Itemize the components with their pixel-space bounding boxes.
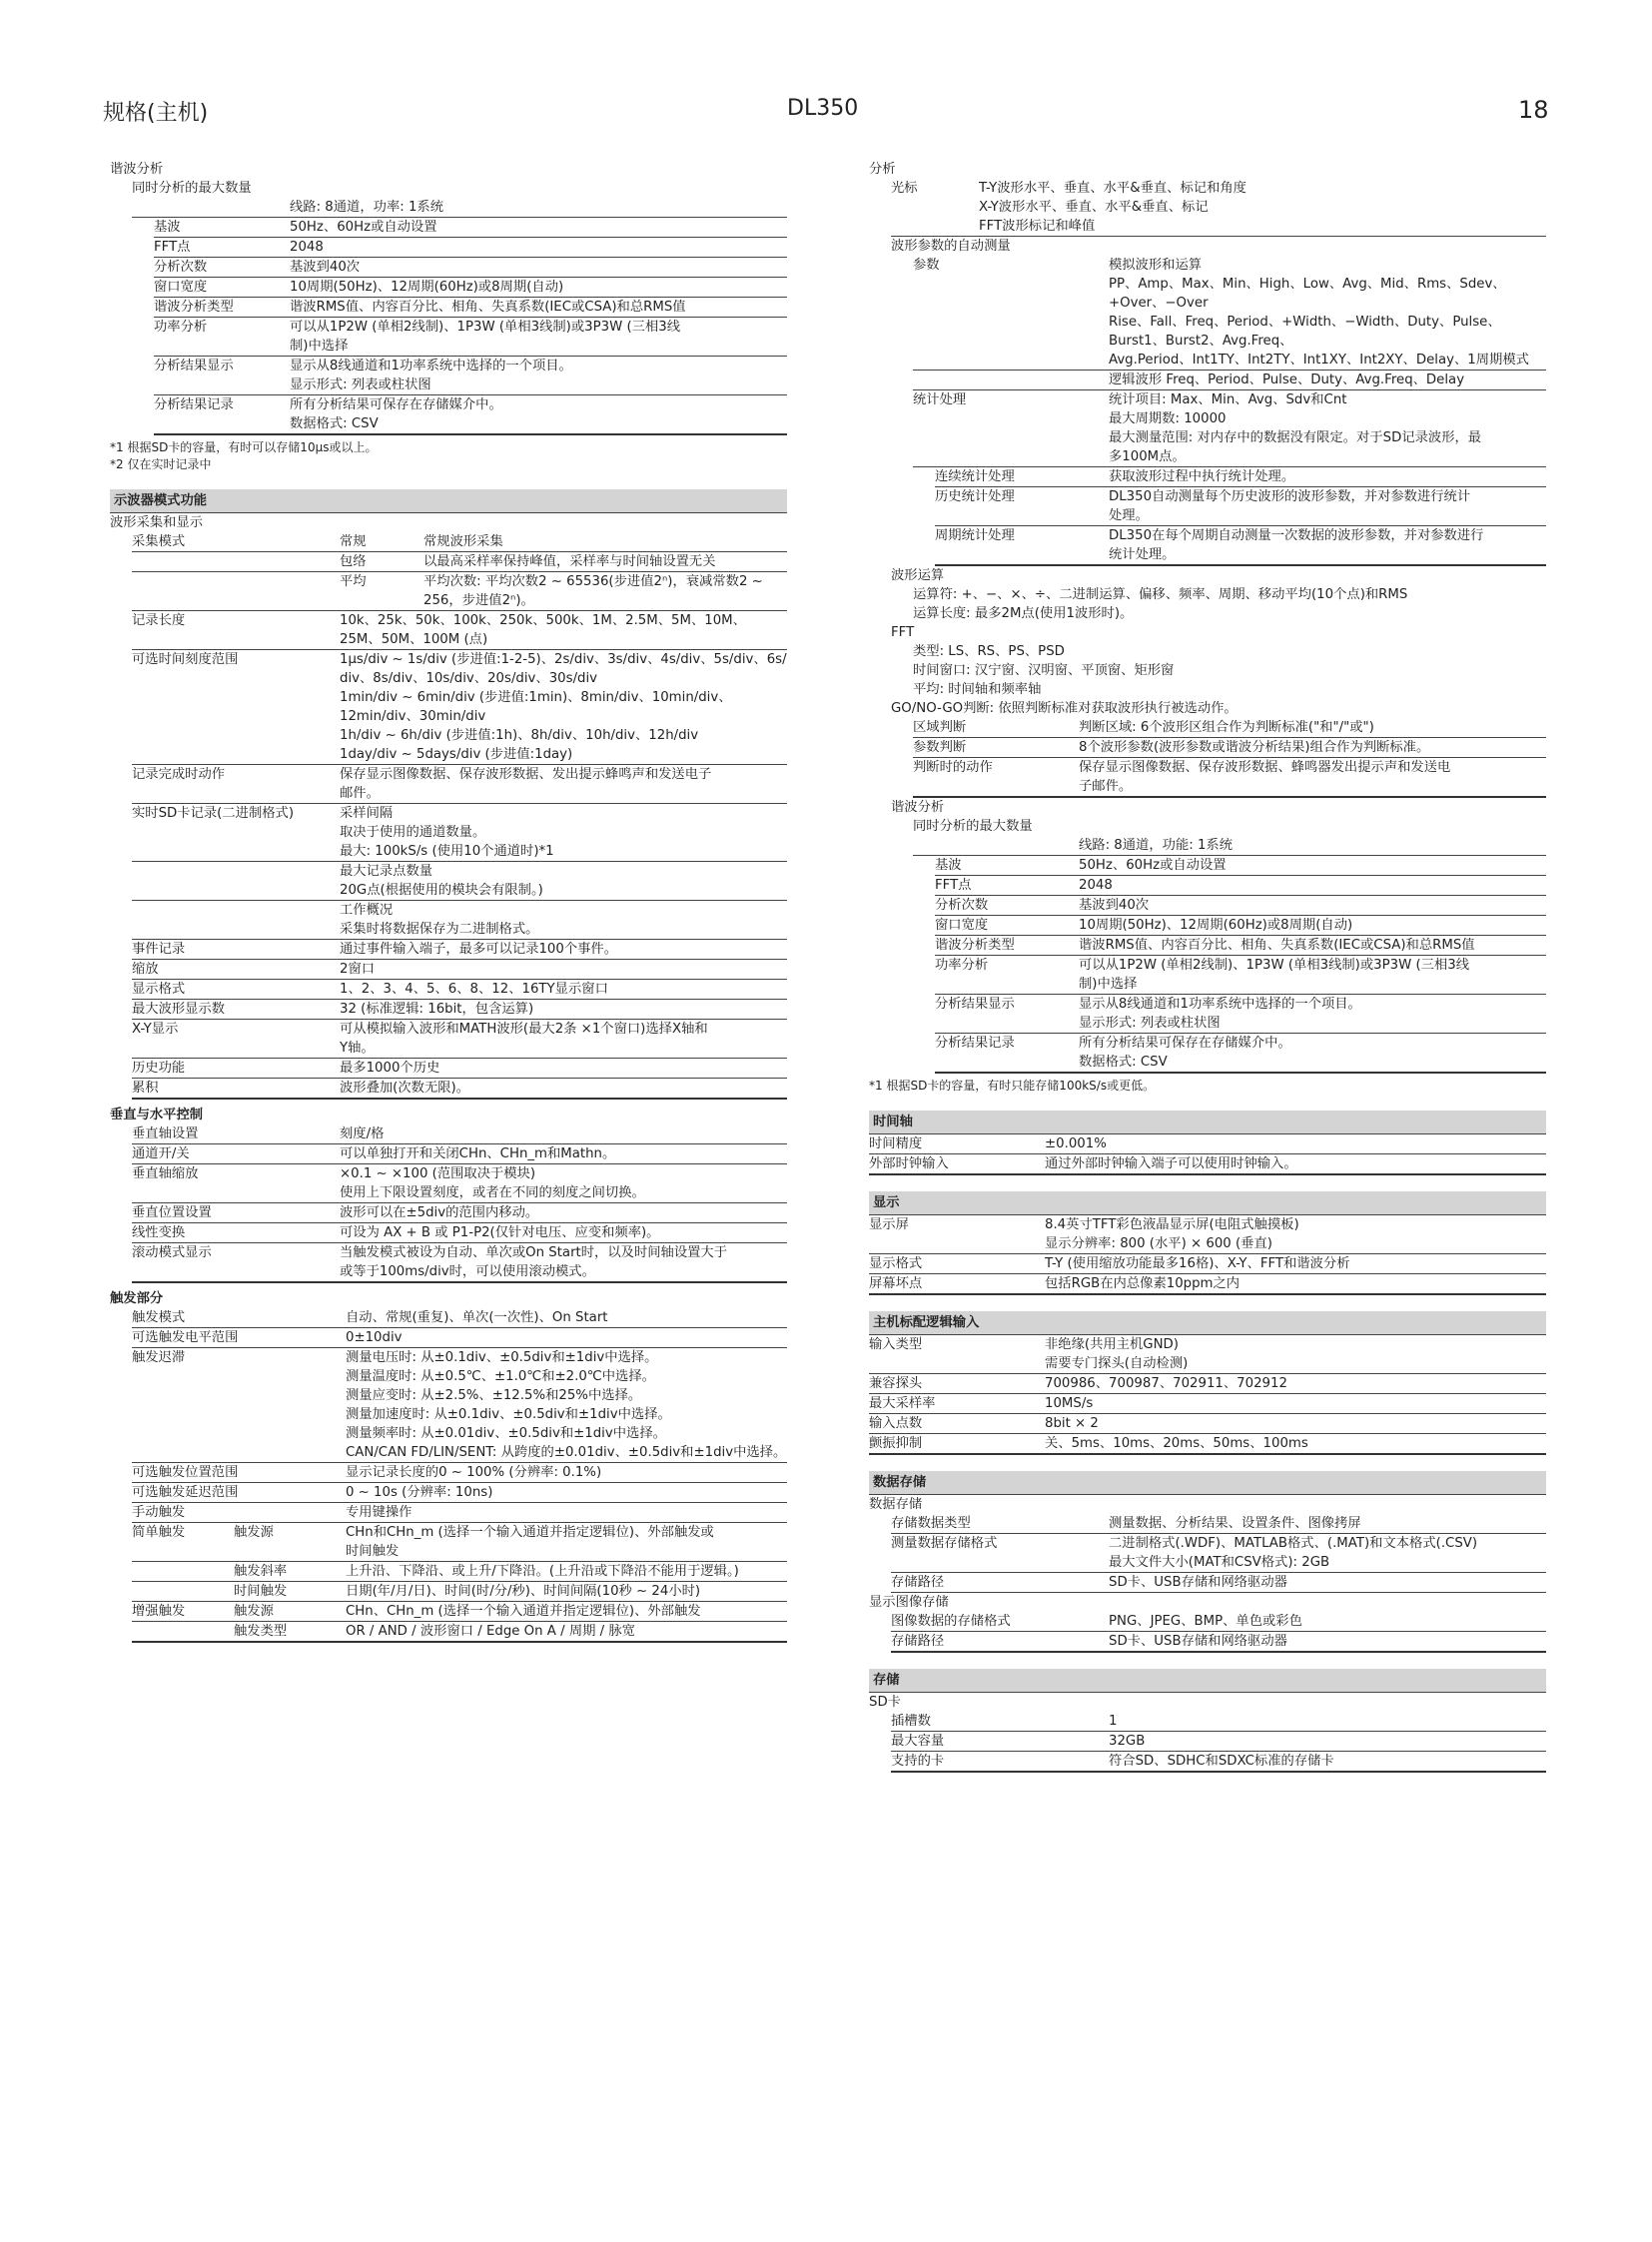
- spec-value: 10MS/s: [1045, 1396, 1094, 1411]
- spec-label: 测量数据存储格式: [891, 1536, 998, 1551]
- section-subheading: 分析: [869, 162, 896, 177]
- spec-value: 基波到40次: [1079, 898, 1150, 913]
- spec-row: [891, 1632, 1546, 1653]
- spec-row: [891, 1573, 1546, 1593]
- spec-value: 基波到40次: [290, 260, 361, 275]
- spec-row: [132, 1223, 787, 1243]
- spec-label: 线性变换: [132, 1225, 186, 1240]
- spec-label: 图像数据的存储格式: [891, 1614, 1011, 1629]
- spec-row: [132, 1503, 787, 1523]
- spec-value: 可以从1P2W (单相2线制)、1P3W (单相3线制)或3P3W (三相3线 制)中选择: [290, 320, 681, 354]
- spec-row: [132, 1020, 787, 1059]
- section-subheading: 波形参数的自动测量: [891, 239, 1011, 254]
- spec-row: [132, 1562, 787, 1582]
- spec-row: [132, 1483, 787, 1503]
- spec-value: 自动、常规(重复)、单次(一次性)、On Start: [346, 1310, 608, 1325]
- section-heading: 主机标配逻辑输入: [869, 1311, 1546, 1335]
- spec-row: [132, 901, 787, 940]
- spec-value: 上升沿、下降沿、或上升/下降沿。(上升沿或下降沿不能用于逻辑。): [346, 1564, 739, 1579]
- spec-value: 2窗口: [340, 962, 376, 977]
- spec-row: [132, 804, 787, 862]
- spec-label: 存储路径: [891, 1575, 945, 1590]
- spec-label: 周期统计处理: [935, 528, 1015, 543]
- section-heading: 显示: [869, 1191, 1546, 1215]
- section-subheading: 波形运算: [891, 568, 945, 583]
- spec-label: 最大波形显示数: [132, 1002, 226, 1017]
- spec-value: 线路: 8通道，功能: 1系统: [1079, 838, 1234, 853]
- spec-value: OR / AND / 波形窗口 / Edge On A / 周期 / 脉宽: [346, 1624, 635, 1639]
- spec-row: [132, 572, 787, 611]
- spec-value: ×0.1 ~ ×100 (范围取决于模块) 使用上下限设置刻度，或者在不同的刻度之间切换。: [340, 1166, 645, 1200]
- spec-value: 50Hz、60Hz或自动设置: [1079, 858, 1227, 873]
- spec-row: [869, 1274, 1546, 1295]
- spec-row: [154, 258, 787, 278]
- spec-row: [132, 1000, 787, 1020]
- spec-row: [132, 1124, 787, 1144]
- spec-value: SD卡、USB存储和网络驱动器: [1109, 1575, 1287, 1590]
- spec-label: 外部时钟输入: [869, 1156, 949, 1171]
- spec-label: FFT点: [154, 240, 191, 255]
- spec-row: [132, 1463, 787, 1483]
- spec-value: 8.4英寸TFT彩色液晶显示屏(电阻式触摸板) 显示分辨率: 800 (水平) × 600 (垂直): [1045, 1217, 1299, 1251]
- spec-row: [132, 960, 787, 980]
- section-subheading: 显示图像存储: [869, 1595, 949, 1610]
- section-subheading: 类型: LS、RS、PS、PSD 时间窗口: 汉宁窗、汉明窗、平顶窗、矩形窗 平均: 时间轴和频率轴: [913, 644, 1175, 697]
- spec-label: 触发模式: [132, 1310, 186, 1325]
- spec-sublabel: 常规: [340, 534, 367, 549]
- spec-value: 逻辑波形 Freq、Period、Pulse、Duty、Avg.Freq、Delay: [1109, 373, 1465, 387]
- spec-label: 触发迟滞: [132, 1350, 186, 1365]
- spec-row: [132, 1328, 787, 1348]
- spec-row: [132, 1164, 787, 1203]
- spec-row: [154, 395, 787, 435]
- spec-label: 可选触发延迟范围: [132, 1485, 239, 1500]
- spec-label: 手动触发: [132, 1505, 186, 1520]
- spec-value: 32GB: [1109, 1734, 1146, 1749]
- spec-label: 功率分析: [154, 320, 208, 335]
- spec-row: [869, 1414, 1546, 1434]
- spec-label: 简单触发: [132, 1525, 186, 1540]
- spec-label: 最大容量: [891, 1734, 945, 1749]
- spec-label: 可选触发位置范围: [132, 1465, 239, 1480]
- spec-row: [869, 1434, 1546, 1455]
- spec-value: 显示从8线通道和1功率系统中选择的一个项目。 显示形式: 列表或柱状图: [1079, 997, 1361, 1031]
- spec-value: 50Hz、60Hz或自动设置: [290, 220, 437, 235]
- spec-label: 滚动模式显示: [132, 1245, 212, 1260]
- spec-row: [913, 758, 1546, 798]
- spec-value: 波形可以在±5div的范围内移动。: [340, 1205, 539, 1220]
- spec-row: [935, 956, 1546, 995]
- spec-sublabel: 触发斜率: [234, 1564, 288, 1579]
- spec-row: [935, 856, 1546, 876]
- spec-row: [935, 1034, 1546, 1074]
- section-subheading: FFT: [891, 625, 915, 640]
- spec-sublabel: 平均: [340, 574, 367, 589]
- spec-row: [913, 738, 1546, 758]
- section-subheading: GO/NO-GO判断: 依照判断标准对获取波形执行被选动作。: [891, 701, 1238, 716]
- spec-label: 连续统计处理: [935, 469, 1015, 484]
- spec-row: [891, 1612, 1546, 1632]
- spec-value: 通过事件输入端子，最多可以记录100个事件。: [340, 942, 618, 957]
- spec-label: 事件记录: [132, 942, 186, 957]
- spec-row: [132, 1203, 787, 1223]
- spec-label: 可选时间刻度范围: [132, 652, 239, 667]
- spec-row: [132, 940, 787, 960]
- spec-label: 显示格式: [869, 1256, 923, 1271]
- spec-value: 保存显示图像数据、保存波形数据、蜂鸣器发出提示声和发送电 子邮件。: [1079, 760, 1451, 794]
- spec-column-right: [869, 160, 1546, 1773]
- spec-row: [869, 1154, 1546, 1175]
- spec-value: 0 ~ 10s (分辨率: 10ns): [346, 1485, 493, 1500]
- spec-label: 功率分析: [935, 958, 989, 973]
- spec-value: 工作概况 采集时将数据保存为二进制格式。: [340, 903, 539, 937]
- spec-label: 分析结果显示: [935, 997, 1015, 1012]
- spec-label: 缩放: [132, 962, 159, 977]
- section-subheading: 谐波分析: [891, 800, 945, 815]
- spec-column-left: [110, 160, 787, 1643]
- section-subheading: SD卡: [869, 1695, 901, 1710]
- spec-label: 窗口宽度: [154, 280, 208, 295]
- spec-label: 分析次数: [935, 898, 989, 913]
- spec-value: 最大记录点数量 20G点(根据使用的模块会有限制。): [340, 864, 543, 898]
- spec-sublabel: 触发源: [234, 1525, 274, 1540]
- spec-label: 参数: [913, 258, 940, 273]
- spec-label: 判断时的动作: [913, 760, 993, 775]
- spec-label: 屏幕坏点: [869, 1276, 923, 1291]
- spec-value: 最多1000个历史: [340, 1061, 440, 1076]
- spec-value: CHn和CHn_m (选择一个输入通道并指定逻辑位)、外部触发或 时间触发: [346, 1525, 714, 1559]
- spec-value: SD卡、USB存储和网络驱动器: [1109, 1634, 1287, 1649]
- spec-value: 常规波形采集: [423, 534, 503, 549]
- product-model: DL350: [787, 96, 859, 121]
- spec-row: [891, 1712, 1546, 1732]
- spec-value: 波形叠加(次数无限)。: [340, 1081, 470, 1096]
- spec-value: 平均次数: 平均次数2 ~ 65536(步进值2ⁿ)，衰减常数2 ~ 256，步进值2ⁿ)。: [423, 574, 763, 608]
- spec-value: 包括RGB在内总像素10ppm之内: [1045, 1276, 1240, 1291]
- spec-row: [935, 995, 1546, 1034]
- section-heading: 示波器模式功能: [110, 489, 787, 513]
- spec-label: 显示屏: [869, 1217, 909, 1232]
- spec-row: [154, 278, 787, 298]
- spec-label: 记录完成时动作: [132, 767, 226, 782]
- spec-row: [132, 552, 787, 572]
- spec-value: 10k、25k、50k、100k、250k、500k、1M、2.5M、5M、10M、 25M、50M、100M (点): [340, 613, 746, 647]
- spec-row: [132, 862, 787, 901]
- spec-value: 统计项目: Max、Min、Avg、Sdv和Cnt 最大周期数: 10000 最大测量范围: 对内存中的数据没有限定。对于SD记录波形，最 多100M点。: [1109, 392, 1482, 464]
- spec-label: 基波: [935, 858, 962, 873]
- section-subheading: 垂直与水平控制: [110, 1108, 204, 1122]
- section-subheading: 运算符: +、−、×、÷、二进制运算、偏移、频率、周期、移动平均(10个点)和RMS 运算长度: 最多2M点(使用1波形时)。: [913, 587, 1408, 621]
- spec-label: 最大采样率: [869, 1396, 936, 1411]
- spec-row: [935, 876, 1546, 896]
- spec-label: 垂直轴缩放: [132, 1166, 199, 1181]
- spec-row: [132, 1243, 787, 1283]
- spec-row: [132, 1059, 787, 1079]
- spec-value: 测量电压时: 从±0.1div、±0.5div和±1div中选择。 测量温度时: 从±0.5℃、±1.0℃和±2.0℃中选择。 测量应变时: 从±2.5%、±12.5%和25%中选择。 测量加速度时: 从±0.1div、±0.5div和±1div中选择。 测量频率时: 从±0.01div、±0.5div和±1div中选择。 CAN/CAN FD/LIN/SENT: 从跨度的±0.01div、±0.5div和±1div中选择。: [346, 1350, 787, 1460]
- spec-row: [132, 611, 787, 650]
- spec-row: [132, 1308, 787, 1328]
- spec-value: 0±10div: [346, 1330, 403, 1345]
- section-heading: 数据存储: [869, 1471, 1546, 1495]
- spec-value: 二进制格式(.WDF)、MATLAB格式、(.MAT)和文本格式(.CSV) 最大文件大小(MAT和CSV格式): 2GB: [1109, 1536, 1478, 1570]
- spec-value: 2048: [290, 240, 324, 255]
- spec-label: 兼容探头: [869, 1376, 923, 1391]
- spec-row: [132, 1348, 787, 1463]
- spec-label: X-Y显示: [132, 1022, 179, 1037]
- spec-row: [935, 916, 1546, 936]
- spec-value: 符合SD、SDHC和SDXC标准的存储卡: [1109, 1754, 1334, 1769]
- spec-value: DL350自动测量每个历史波形的波形参数，并对参数进行统计 处理。: [1109, 489, 1471, 523]
- spec-row: [132, 532, 787, 552]
- spec-row: [869, 1254, 1546, 1274]
- spec-row: [913, 836, 1546, 856]
- section-subheading: 同时分析的最大数量: [913, 819, 1033, 834]
- spec-value: 刻度/格: [340, 1126, 385, 1141]
- spec-label: 记录长度: [132, 613, 186, 628]
- spec-row: [132, 1622, 787, 1643]
- spec-row: [869, 1374, 1546, 1394]
- spec-sublabel: 包络: [340, 554, 367, 569]
- spec-sublabel: 时间触发: [234, 1584, 288, 1599]
- spec-value: T-Y (使用缩放功能最多16格)、X-Y、FFT和谐波分析: [1045, 1256, 1350, 1271]
- spec-label: 基波: [154, 220, 181, 235]
- spec-label: 插槽数: [891, 1714, 931, 1729]
- spec-row: [913, 256, 1546, 371]
- spec-value: 线路: 8通道，功率: 1系统: [290, 200, 444, 215]
- spec-row: [132, 980, 787, 1000]
- spec-value: 10周期(50Hz)、12周期(60Hz)或8周期(自动): [1079, 918, 1353, 933]
- spec-sublabel: 触发源: [234, 1604, 274, 1619]
- spec-label: 通道开/关: [132, 1146, 190, 1161]
- spec-label: 可选触发电平范围: [132, 1330, 239, 1345]
- spec-value: 判断区域: 6个波形区组合作为判断标准("和"/"或"): [1079, 720, 1374, 735]
- spec-label: 实时SD卡记录(二进制格式): [132, 806, 295, 821]
- spec-label: 采集模式: [132, 534, 186, 549]
- spec-row: [891, 1534, 1546, 1573]
- spec-label: 谐波分析类型: [935, 938, 1015, 953]
- spec-value: 1、2、3、4、5、6、8、12、16TY显示窗口: [340, 982, 608, 997]
- spec-row: [154, 238, 787, 258]
- spec-value: 1: [1109, 1714, 1118, 1729]
- spec-value: 日期(年/月/日)、时间(时/分/秒)、时间间隔(10秒 ~ 24小时): [346, 1584, 701, 1599]
- spec-row: [132, 198, 787, 218]
- spec-value: 当触发模式被设为自动、单次或On Start时，以及时间轴设置大于 或等于100ms/div时，可以使用滚动模式。: [340, 1245, 728, 1279]
- spec-row: [913, 371, 1546, 390]
- section-subheading: 触发部分: [110, 1291, 164, 1306]
- spec-label: 时间精度: [869, 1136, 923, 1151]
- spec-value: 所有分析结果可保存在存储媒介中。 数据格式: CSV: [1079, 1036, 1291, 1070]
- spec-row: [154, 298, 787, 318]
- spec-row: [935, 526, 1546, 566]
- section-subheading: 同时分析的最大数量: [132, 181, 252, 196]
- spec-value: 以最高采样率保持峰值，采样率与时间轴设置无关: [423, 554, 716, 569]
- spec-label: 输入类型: [869, 1337, 923, 1352]
- spec-label: 分析结果显示: [154, 359, 234, 374]
- spec-value: T-Y波形水平、垂直、水平&垂直、标记和角度 X-Y波形水平、垂直、水平&垂直、标记 FFT波形标记和峰值: [979, 181, 1246, 234]
- spec-value: 可以单独打开和关闭CHn、CHn_m和Mathn。: [340, 1146, 616, 1161]
- footnote: *1 根据SD卡的容量，有时只能存储100kS/s或更低。: [869, 1079, 1156, 1093]
- section-subheading: 谐波分析: [110, 162, 164, 177]
- spec-label: 谐波分析类型: [154, 300, 234, 315]
- spec-row: [869, 1335, 1546, 1374]
- spec-value: ±0.001%: [1045, 1136, 1107, 1151]
- spec-label: 垂直位置设置: [132, 1205, 212, 1220]
- page-number: 18: [1518, 96, 1549, 124]
- spec-value: 1μs/div ~ 1s/div (步进值:1-2-5)、2s/div、3s/div、4s/div、5s/div、6s/ div、8s/div、10s/div、20s/div、30s/div 1min/div ~ 6min/div (步进值:1min)、8min/div、10min/div、 12min/div、30min/div 1h/div ~ 6h/div (步进值:1h)、8h/div、10h/div、12h/div 1day/div ~ 5days/div (步进值:1day): [340, 652, 787, 762]
- section-heading: 时间轴: [869, 1111, 1546, 1134]
- spec-value: 非绝缘(共用主机GND) 需要专门探头(自动检测): [1045, 1337, 1189, 1371]
- spec-label: 颤振抑制: [869, 1436, 923, 1451]
- spec-row: [869, 1134, 1546, 1154]
- spec-label: 历史统计处理: [935, 489, 1015, 504]
- spec-value: 8bit × 2: [1045, 1416, 1099, 1431]
- spec-value: 谐波RMS值、内容百分比、相角、失真系数(IEC或CSA)和总RMS值: [290, 300, 686, 315]
- spec-row: [913, 718, 1546, 738]
- spec-label: 输入点数: [869, 1416, 923, 1431]
- spec-value: 可从模拟输入波形和MATH波形(最大2条 ×1个窗口)选择X轴和 Y轴。: [340, 1022, 708, 1056]
- spec-value: CHn、CHn_m (选择一个输入通道并指定逻辑位)、外部触发: [346, 1604, 701, 1619]
- spec-value: 获取波形过程中执行统计处理。: [1109, 469, 1295, 484]
- spec-label: 分析结果记录: [935, 1036, 1015, 1051]
- spec-label: 历史功能: [132, 1061, 186, 1076]
- spec-label: 分析结果记录: [154, 397, 234, 412]
- spec-row: [132, 1582, 787, 1602]
- spec-label: FFT点: [935, 878, 972, 893]
- spec-row: [154, 318, 787, 357]
- spec-value: 通过外部时钟输入端子可以使用时钟输入。: [1045, 1156, 1297, 1171]
- spec-value: 10周期(50Hz)、12周期(60Hz)或8周期(自动): [290, 280, 564, 295]
- spec-row: [132, 1079, 787, 1100]
- spec-value: DL350在每个周期自动测量一次数据的波形参数，并对参数进行 统计处理。: [1109, 528, 1484, 562]
- section-subheading: 波形采集和显示: [110, 515, 204, 530]
- spec-sublabel: 触发类型: [234, 1624, 288, 1639]
- spec-value: 可以从1P2W (单相2线制)、1P3W (单相3线制)或3P3W (三相3线 制)中选择: [1079, 958, 1470, 992]
- spec-label: 存储路径: [891, 1634, 945, 1649]
- spec-row: [132, 1144, 787, 1164]
- spec-value: 模拟波形和运算 PP、Amp、Max、Min、High、Low、Avg、Mid、Rms、Sdev、 +Over、−Over Rise、Fall、Freq、Period、+Width、−Width、Duty、Pulse、 Burst1、Burst2、Avg.Freq、 Avg.Period、Int1TY、Int2TY、Int1XY、Int2XY、Delay、1周期模式: [1109, 258, 1529, 368]
- spec-value: 所有分析结果可保存在存储媒介中。 数据格式: CSV: [290, 397, 502, 431]
- page-header-title: 规格(主机): [103, 101, 209, 126]
- spec-row: [935, 467, 1546, 487]
- section-heading: 存储: [869, 1669, 1546, 1693]
- spec-value: 保存显示图像数据、保存波形数据、发出提示蜂鸣声和发送电子 邮件。: [340, 767, 712, 801]
- section-subheading: 数据存储: [869, 1497, 923, 1512]
- spec-value: 700986、700987、702911、702912: [1045, 1376, 1287, 1391]
- spec-row: [132, 765, 787, 804]
- spec-value: 显示记录长度的0 ~ 100% (分辨率: 0.1%): [346, 1465, 602, 1480]
- spec-row: [935, 487, 1546, 526]
- spec-label: 累积: [132, 1081, 159, 1096]
- spec-label: 垂直轴设置: [132, 1126, 199, 1141]
- spec-row: [913, 390, 1546, 467]
- spec-value: 采样间隔 取决于使用的通道数量。 最大: 100kS/s (使用10个通道时)*1: [340, 806, 554, 859]
- spec-row: [132, 1602, 787, 1622]
- spec-row: [935, 896, 1546, 916]
- spec-row: [132, 1523, 787, 1562]
- spec-value: 8个波形参数(波形参数或谐波分析结果)组合作为判断标准。: [1079, 740, 1430, 755]
- spec-row: [891, 1752, 1546, 1773]
- footnote: *1 根据SD卡的容量，有时可以存储10μs或以上。 *2 仅在实时记录中: [110, 440, 378, 471]
- spec-value: 可设为 AX + B 或 P1-P2(仅针对电压、应变和频率)。: [340, 1225, 660, 1240]
- spec-value: 测量数据、分析结果、设置条件、图像拷屏: [1109, 1516, 1361, 1531]
- spec-value: 2048: [1079, 878, 1113, 893]
- spec-label: 统计处理: [913, 392, 967, 407]
- spec-row: [891, 1732, 1546, 1752]
- spec-label: 存储数据类型: [891, 1516, 971, 1531]
- spec-row: [154, 218, 787, 238]
- spec-label: 区域判断: [913, 720, 967, 735]
- spec-row: [154, 357, 787, 395]
- spec-row: [869, 1215, 1546, 1254]
- spec-value: 谐波RMS值、内容百分比、相角、失真系数(IEC或CSA)和总RMS值: [1079, 938, 1475, 953]
- spec-label: 支持的卡: [891, 1754, 945, 1769]
- spec-row: [132, 650, 787, 765]
- spec-row: [891, 1514, 1546, 1534]
- spec-value: 显示从8线通道和1功率系统中选择的一个项目。 显示形式: 列表或柱状图: [290, 359, 572, 392]
- spec-label: 分析次数: [154, 260, 208, 275]
- spec-label: 窗口宽度: [935, 918, 989, 933]
- spec-value: 关、5ms、10ms、20ms、50ms、100ms: [1045, 1436, 1308, 1451]
- spec-value: 专用键操作: [346, 1505, 413, 1520]
- spec-row: [935, 936, 1546, 956]
- spec-label: 显示格式: [132, 982, 186, 997]
- spec-row: [869, 1394, 1546, 1414]
- spec-label: 增强触发: [132, 1604, 186, 1619]
- spec-value: 32 (标准逻辑: 16bit，包含运算): [340, 1002, 534, 1017]
- spec-row: [891, 179, 1546, 237]
- spec-label: 参数判断: [913, 740, 967, 755]
- spec-label: 光标: [891, 181, 918, 196]
- spec-value: PNG、JPEG、BMP、单色或彩色: [1109, 1614, 1302, 1629]
